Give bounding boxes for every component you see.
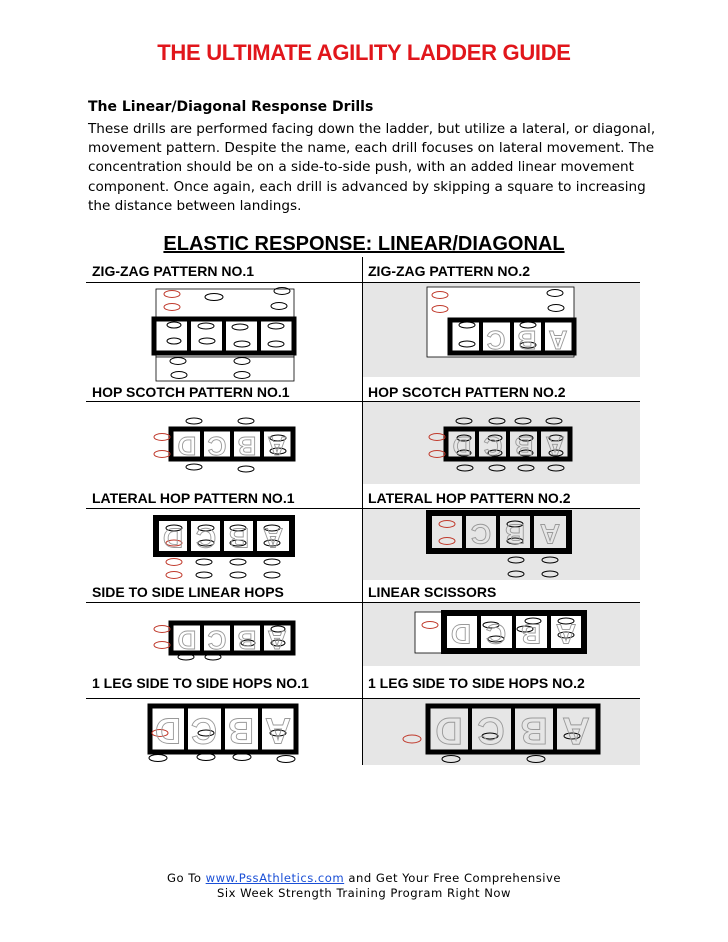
- ladder-letter: A: [267, 431, 287, 462]
- drill-label-hopscotch-1: HOP SCOTCH PATTERN NO.1: [92, 384, 290, 400]
- ladder-letter: B: [228, 522, 250, 554]
- ladder-letter: D: [155, 710, 181, 752]
- ladder-letter: C: [483, 431, 503, 462]
- footer-prefix: Go To: [166, 871, 206, 885]
- ladder-letter: B: [228, 710, 254, 752]
- ladder-letter: A: [262, 522, 284, 554]
- drill-label-zigzag-1: ZIG-ZAG PATTERN NO.1: [92, 263, 255, 279]
- drill-label-one-leg-2: 1 LEG SIDE TO SIDE HOPS NO.2: [368, 675, 585, 691]
- ladder-letter: D: [450, 618, 472, 650]
- ladder-letter: D: [435, 708, 463, 751]
- ladder-letter: A: [265, 710, 291, 752]
- footer-line-2: Six Week Strength Training Program Right Now: [217, 886, 511, 900]
- ladder-letter: A: [545, 431, 565, 462]
- ladder-letter: C: [486, 325, 506, 356]
- ladder-letter: C: [477, 708, 505, 751]
- drill-label-lateral-hop-1: LATERAL HOP PATTERN NO.1: [92, 490, 295, 506]
- zigzag-1-diagram: [154, 288, 294, 382]
- drill-label-one-leg-1: 1 LEG SIDE TO SIDE HOPS NO.1: [92, 675, 309, 691]
- ladder-letter: B: [520, 618, 542, 650]
- ladder-letter: D: [177, 431, 197, 462]
- drill-label-zigzag-2: ZIG-ZAG PATTERN NO.2: [368, 263, 531, 279]
- drill-grid: [86, 257, 640, 765]
- ladder-letter: B: [504, 518, 526, 550]
- drill-diagrams: [86, 257, 640, 765]
- ladder-letter: A: [562, 708, 590, 751]
- ladder-letter: C: [470, 518, 492, 550]
- footer-line-1: [0, 871, 728, 886]
- ladder-letter: A: [555, 618, 577, 650]
- ladder-letter: B: [520, 708, 548, 751]
- footer-link[interactable]: www.PssAthletics.com: [205, 871, 345, 885]
- ladder-letter: D: [452, 431, 472, 462]
- ladder-letter: C: [207, 431, 227, 462]
- ladder-letter: B: [517, 325, 537, 356]
- ladder-letter: D: [162, 522, 184, 554]
- ladder-letter: A: [548, 325, 568, 356]
- intro-body: These drills are performed facing down the ladder, but utilize a lateral, or diagonal, movement pattern. Despite the name, each drill focuses on lateral movement. The concentration should be on a side-to-side push, with an added linear movement component. Once again, each drill is advanced by skipping a square to increasing the distance between landings.: [88, 121, 656, 214]
- ladder-letter: C: [191, 710, 217, 752]
- footer-suffix: and Get Your Free Comprehensive: [344, 871, 562, 885]
- intro-heading: The Linear/Diagonal Response Drills: [88, 99, 374, 115]
- drill-label-linear-scissors: LINEAR SCISSORS: [368, 584, 497, 600]
- ladder-letter: A: [267, 625, 287, 656]
- section-heading: ELASTIC RESPONSE: LINEAR/DIAGONAL: [163, 233, 565, 255]
- drill-label-hopscotch-2: HOP SCOTCH PATTERN NO.2: [368, 384, 566, 400]
- ladder-letter: B: [237, 625, 257, 656]
- ladder-letter: B: [514, 431, 534, 462]
- document-title: THE ULTIMATE AGILITY LADDER GUIDE: [157, 40, 571, 65]
- ladder-letter: C: [207, 625, 227, 656]
- ladder-letter: B: [237, 431, 257, 462]
- ladder-letter: D: [177, 625, 197, 656]
- ladder-letter: A: [539, 518, 561, 550]
- ladder-letter: C: [195, 522, 217, 554]
- drill-label-lateral-hop-2: LATERAL HOP PATTERN NO.2: [368, 490, 571, 506]
- ladder-letter: C: [485, 618, 507, 650]
- drill-label-side-to-side: SIDE TO SIDE LINEAR HOPS: [92, 584, 284, 600]
- footer: [0, 871, 728, 901]
